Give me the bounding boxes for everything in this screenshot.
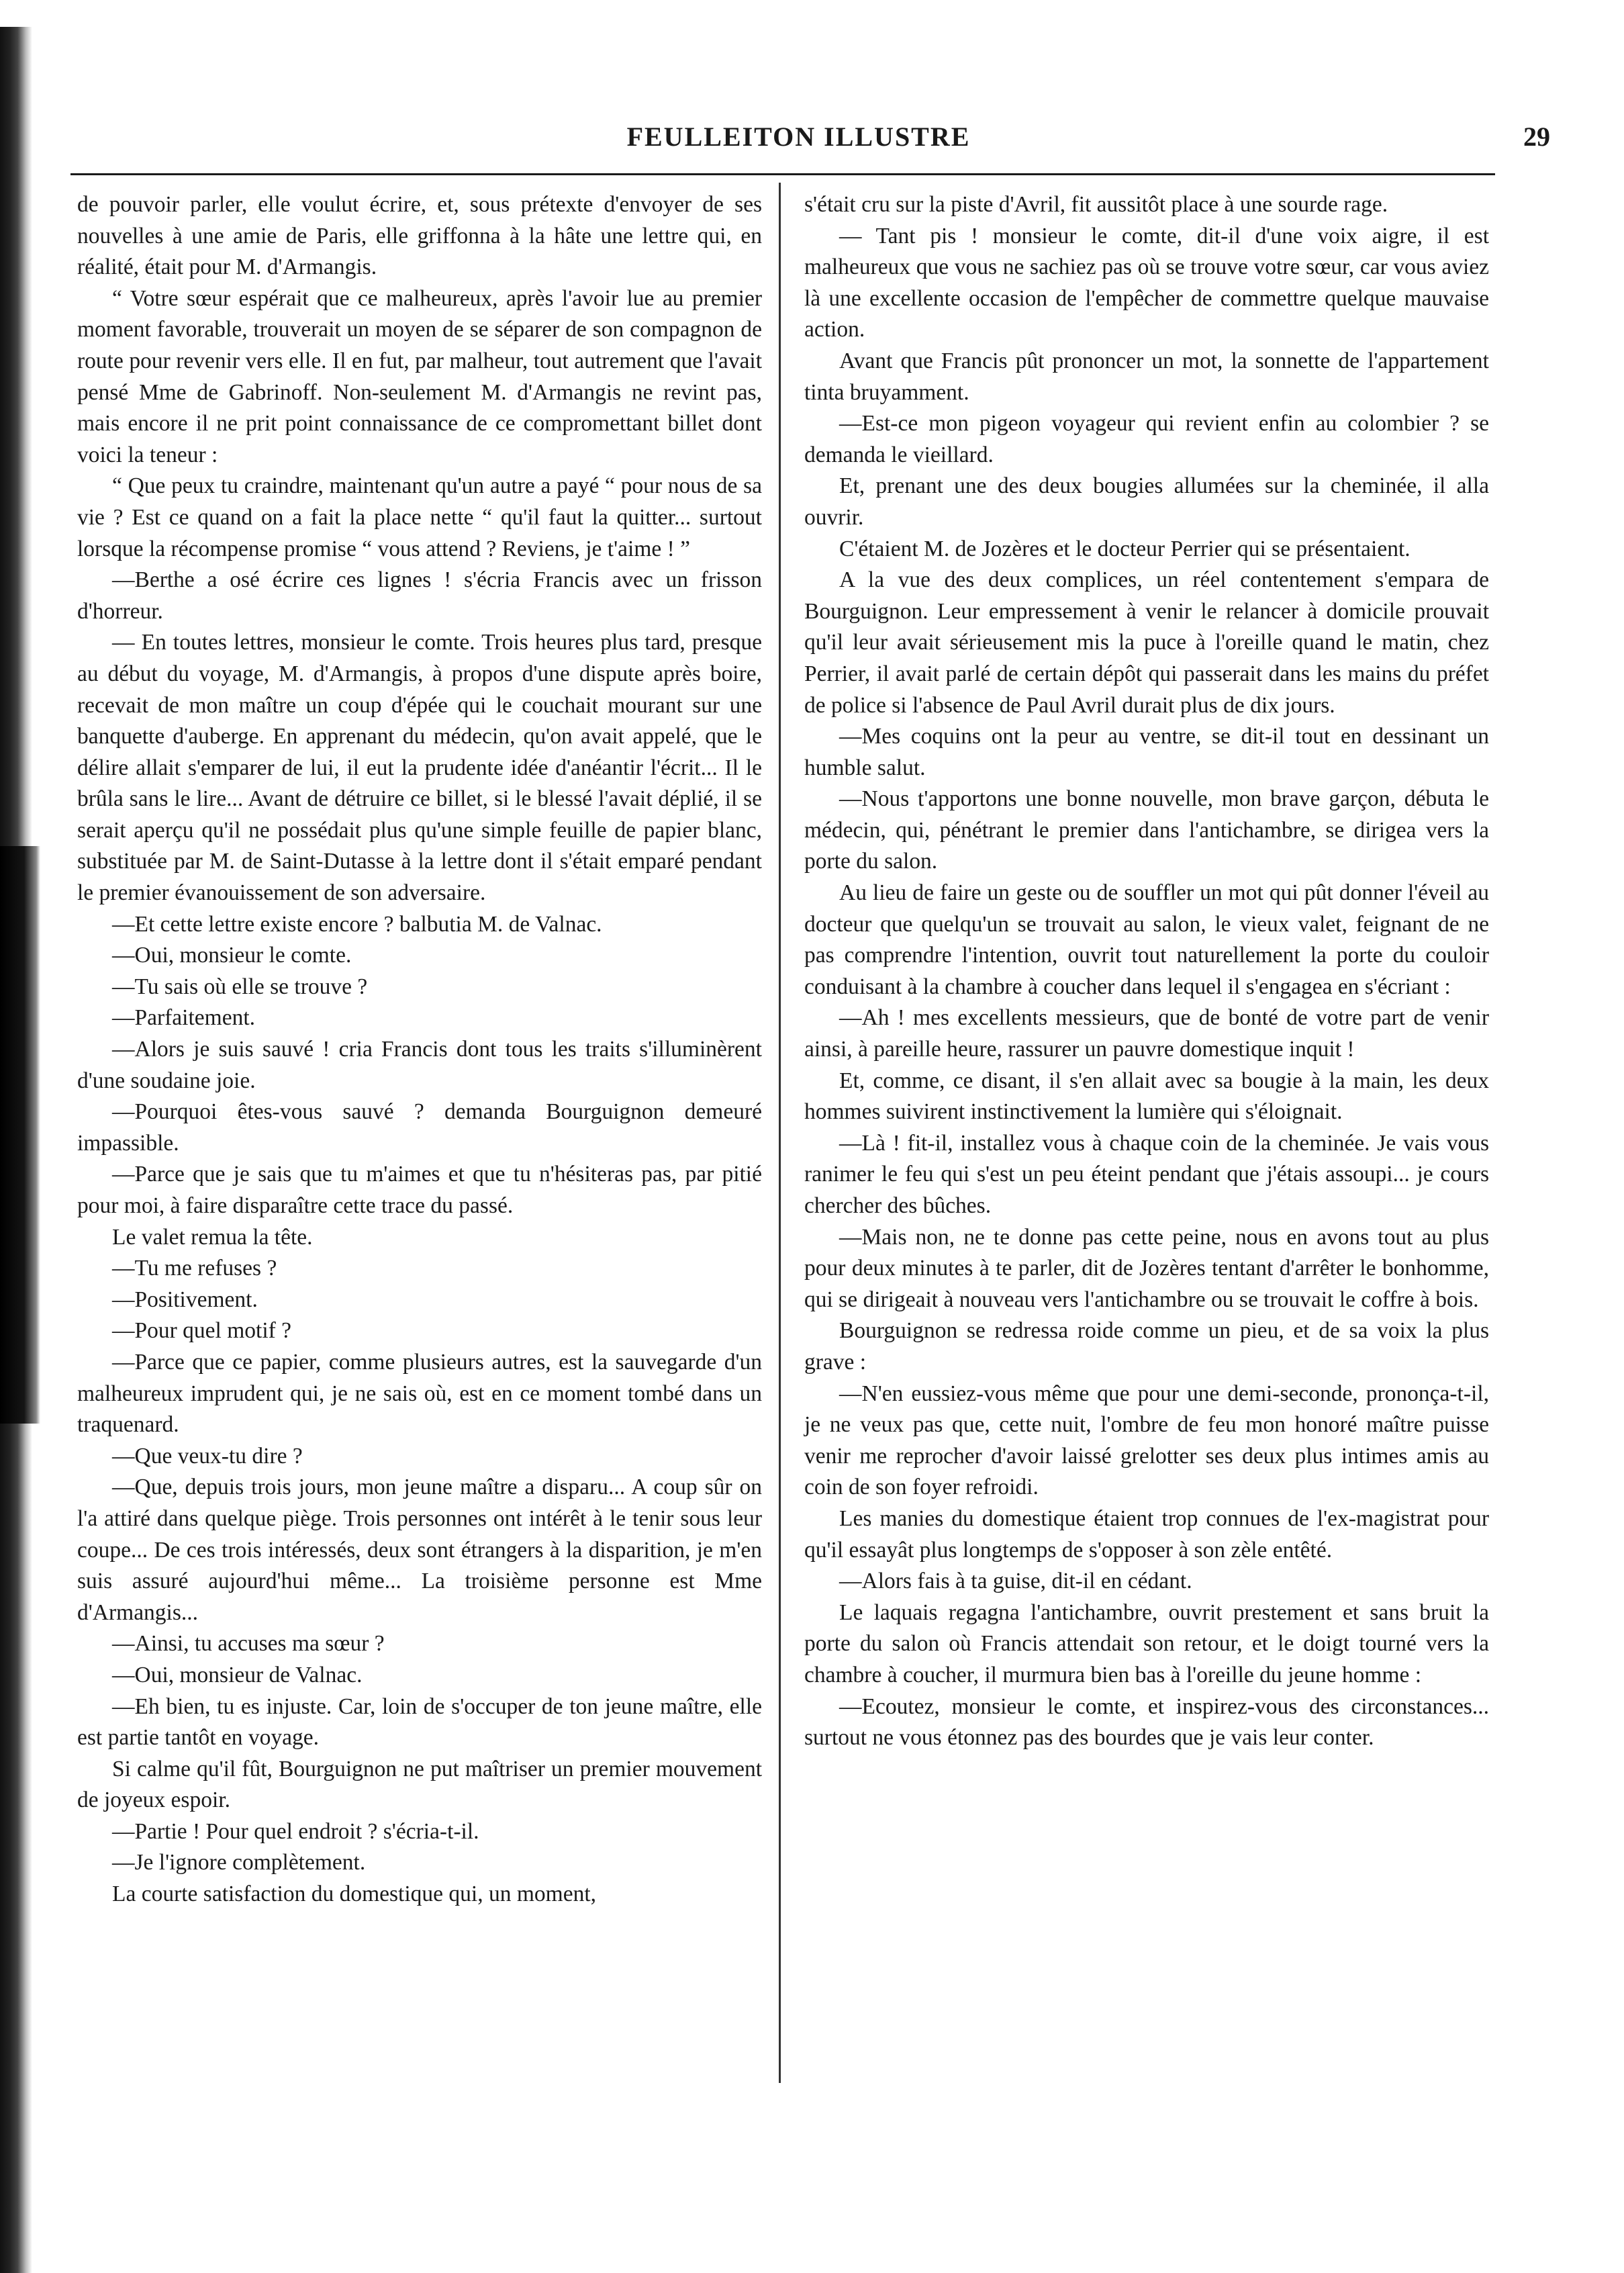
paragraph: —Parce que ce papier, comme plusieurs autres, est la sauvegarde d'un malheureux imprudent qui, je ne sais où, est en ce moment tombé dans un traquenard. xyxy=(77,1349,762,1438)
paragraph: Bourguignon se redressa roide comme un pieu, et de sa voix la plus grave : xyxy=(804,1318,1489,1375)
paragraph: A la vue des deux complices, un réel contentement s'empara de Bourguignon. Leur empressement à venir le relancer à domicile prouvait qu'il leur avait sérieusement mis la puce à l'oreille quand le matin, chez Perrier, il avait parlé de certain dépôt qui passerait dans les mains du préfet de police si l'absence de Paul Avril durait plus de dix jours. xyxy=(804,567,1489,718)
paragraph: “ Que peux tu craindre, maintenant qu'un autre a payé “ pour nous de sa vie ? Est ce quand on a fait la place nette “ qu'il faut la quitter... surtout lorsque la récompense promise “ vous attend ? Reviens, je t'aime ! ” xyxy=(77,473,762,561)
paragraph: —Positivement. xyxy=(112,1287,258,1312)
paragraph: de pouvoir parler, elle voulut écrire, et, sous prétexte d'envoyer de ses nouvelles à une amie de Paris, elle griffonna à la hâte une lettre qui, en réalité, était pour M. d'Armangis. xyxy=(77,192,762,280)
column-divider xyxy=(779,183,781,2083)
paragraph: Au lieu de faire un geste ou de souffler un mot qui pût donner l'éveil au docteur que quelqu'un se trouvait au salon, le vieux valet, feignant de ne pas comprendre l'intention, ouvrit tout naturellement la porte du couloir conduisant à la chambre à coucher dans lequel il s'engagea en s'écriant : xyxy=(804,880,1489,999)
paragraph: —Mais non, ne te donne pas cette peine, nous en avons tout au plus pour deux minutes à te parler, dit de Jozères tentant d'arrêter le bonhomme, qui se dirigeait à nouveau vers l'antichambre ou se trouvait le coffre à bois. xyxy=(804,1224,1489,1312)
paragraph: —Mes coquins ont la peur au ventre, se dit-il tout en dessinant un humble salut. xyxy=(804,724,1489,780)
paragraph: Et, comme, ce disant, il s'en allait avec sa bougie à la main, les deux hommes suivirent instinctivement la lumière qui s'éloignait. xyxy=(804,1068,1489,1125)
paragraph: La courte satisfaction du domestique qui, un moment, xyxy=(112,1882,597,1907)
paragraph: —Pourquoi êtes-vous sauvé ? demanda Bourguignon demeuré impassible. xyxy=(77,1099,762,1156)
paragraph: —Et cette lettre existe encore ? balbutia M. de Valnac. xyxy=(112,911,602,937)
paragraph: —Nous t'apportons une bonne nouvelle, mon brave garçon, débuta le médecin, qui, pénétrant le premier dans l'antichambre, se dirigea vers la porte du salon. xyxy=(804,786,1489,874)
paragraph: Les manies du domestique étaient trop connues de l'ex-magistrat pour qu'il essayât plus longtemps de s'opposer à son zèle entêté. xyxy=(804,1505,1489,1563)
paragraph: —Oui, monsieur le comte. xyxy=(112,943,352,968)
running-title: FEULLEITON ILLUSTRE xyxy=(626,122,971,152)
paragraph: —Ainsi, tu accuses ma sœur ? xyxy=(112,1631,385,1657)
paragraph: —Berthe a osé écrire ces lignes ! s'écria Francis avec un frisson d'horreur. xyxy=(77,567,762,624)
paragraph: Le valet remua la tête. xyxy=(112,1224,313,1250)
paragraph: —Partie ! Pour quel endroit ? s'écria-t-il. xyxy=(112,1818,479,1844)
paragraph: — Tant pis ! monsieur le comte, dit-il d'une voix aigre, il est malheureux que vous ne sachiez pas où se trouve votre sœur, car vous aviez là une excellente occasion de l'empêcher de commettre quelque mauvaise action. xyxy=(804,223,1489,342)
paragraph: —Oui, monsieur de Valnac. xyxy=(112,1662,363,1687)
right-column xyxy=(804,189,1489,1754)
paragraph: C'étaient M. de Jozères et le docteur Perrier qui se présentaient. xyxy=(839,536,1411,561)
paragraph: —Ah ! mes excellents messieurs, que de bonté de votre part de venir ainsi, à pareille heure, rassurer un pauvre domestique inquit ! xyxy=(804,1005,1489,1062)
page-number: 29 xyxy=(1523,122,1550,152)
paragraph: —Est-ce mon pigeon voyageur qui revient enfin au colombier ? se demanda le vieillard. xyxy=(804,411,1489,467)
paragraph: —N'en eussiez-vous même que pour une demi-seconde, prononça-t-il, je ne veux pas que, cette nuit, l'ombre de feu mon honoré maître puisse venir me reprocher d'avoir laissé grelotter ses deux plus intimes amis au coin de son foyer refroidi. xyxy=(804,1381,1489,1500)
paragraph: —Alors je suis sauvé ! cria Francis dont tous les traits s'illuminèrent d'une soudaine joie. xyxy=(77,1037,762,1093)
paragraph: Et, prenant une des deux bougies allumées sur la cheminée, il alla ouvrir. xyxy=(804,473,1489,530)
paragraph: Avant que Francis pût prononcer un mot, la sonnette de l'appartement tinta bruyamment. xyxy=(804,348,1489,405)
paragraph: Si calme qu'il fût, Bourguignon ne put maîtriser un premier mouvement de joyeux espoir. xyxy=(77,1756,762,1813)
paragraph: s'était cru sur la piste d'Avril, fit aussitôt place à une sourde rage. xyxy=(804,192,1388,217)
left-column xyxy=(77,189,762,1910)
paragraph: —Ecoutez, monsieur le comte, et inspirez-vous des circonstances... surtout ne vous étonnez pas des bourdes que je vais leur conter. xyxy=(804,1694,1489,1751)
page-binding-shadow xyxy=(0,846,40,1424)
paragraph: —Que veux-tu dire ? xyxy=(112,1443,303,1469)
paragraph: —Alors fais à ta guise, dit-il en cédant. xyxy=(839,1569,1192,1594)
paragraph: —Tu sais où elle se trouve ? xyxy=(112,974,368,999)
paragraph: —Que, depuis trois jours, mon jeune maître a disparu... A coup sûr on l'a attiré dans quelque piège. Trois personnes ont intérêt à le tenir sous leur coupe... De ces trois intéressés, deux sont étrangers à la disparition, je m'en suis assuré aujourd'hui même... La troisième personne est Mme d'Armangis... xyxy=(77,1475,762,1625)
paragraph: —Parfaitement. xyxy=(112,1005,256,1031)
page-header xyxy=(74,121,1550,161)
header-rule xyxy=(70,173,1495,175)
paragraph: —Tu me refuses ? xyxy=(112,1256,277,1281)
paragraph: Le laquais regagna l'antichambre, ouvrit prestement et sans bruit la porte du salon où Francis attendait son retour, et le doigt tourné vers la chambre à coucher, il murmura bien bas à l'oreille du jeune homme : xyxy=(804,1599,1489,1687)
paragraph: —Je l'ignore complètement. xyxy=(112,1850,366,1875)
paragraph: —Eh bien, tu es injuste. Car, loin de s'occuper de ton jeune maître, elle est partie tantôt en voyage. xyxy=(77,1694,762,1751)
paragraph: — En toutes lettres, monsieur le comte. Trois heures plus tard, presque au début du voyage, M. d'Armangis, à propos d'une dispute après boire, recevait de mon maître un coup d'épée qui le couchait mourant sur une banquette d'auberge. En apprenant du médecin, qu'on avait appelé, que le délire allait s'emparer de lui, il eut la prudente idée d'anéantir l'écrit... Il le brûla sans le lire... Avant de détruire ce billet, si le blessé l'avait déplié, il se serait aperçu qu'il ne possédait plus qu'une simple feuille de papier blanc, substituée par M. de Saint-Dutasse à la lettre dont il s'était emparé pendant le premier évanouissement de son adversaire. xyxy=(77,630,762,906)
paragraph: “ Votre sœur espérait que ce malheureux, après l'avoir lue au premier moment favorable, trouverait un moyen de se séparer de son compagnon de route pour revenir vers elle. Il en fut, par malheur, tout autrement que l'avait pensé Mme de Gabrinoff. Non-seulement M. d'Armangis ne revint pas, mais encore il ne prit point connaissance de ce compromettant billet dont voici la teneur : xyxy=(77,285,762,467)
paragraph: —Parce que je sais que tu m'aimes et que tu n'hésiteras pas, par pitié pour moi, à faire disparaître cette trace du passé. xyxy=(77,1162,762,1218)
paragraph: —Là ! fit-il, installez vous à chaque coin de la cheminée. Je vais vous ranimer le feu qui s'est un peu éteint pendant que j'étais assoupi... je cours chercher des bûches. xyxy=(804,1130,1489,1218)
paragraph: —Pour quel motif ? xyxy=(112,1318,292,1344)
